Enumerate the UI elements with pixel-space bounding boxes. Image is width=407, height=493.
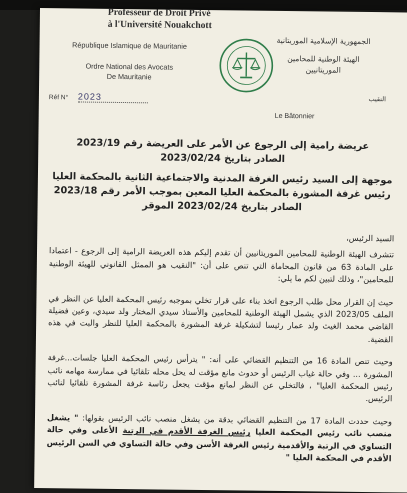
batonnier-label: Le Bâtonnier: [274, 112, 315, 121]
reference-label: Réf N°: [48, 94, 69, 102]
title-line-5: الصادر بتاريخ 2023/02/24 الموقر: [142, 200, 302, 214]
letterhead-french: [49, 40, 209, 83]
stamp-line-1: Professeur de Droit Privé: [107, 8, 211, 20]
country-name-ar: الجمهورية الإسلامية الموريتانية: [276, 35, 371, 47]
paragraph-3: وحيث تنص المادة 16 من التنظيم القضائي على أنه: " يترأس رئيس المحكمة العليا جلسات...غرفة المشورة ... وفي حالة غياب الرئيس أو حدوث مانع مؤقت له يحل محله تلقائيا في ممارسة مهامه نائب رئيس المحكمة العليا" ، فالتخلي عن النظر لمانع مؤقت يجعل رئاسة غرفة المشورة تلقائيا لنائب الرئيس.: [47, 352, 393, 404]
header-stamp: [108, 8, 258, 33]
title-line-2: الصادر بتاريخ 2023/02/24: [160, 152, 286, 166]
org-name-fr-line2: De Mauritanie: [106, 71, 152, 82]
org-name-fr-line1: Ordre National des Avocats: [85, 61, 174, 72]
paragraph-4-bold-a: " يشغل منصب نائب رئيس المحكمة العليا: [46, 411, 392, 439]
country-name-fr: République Islamique de Mauritanie: [72, 40, 187, 51]
paragraph-4-start: وحيث حددت المادة 17 من التنظيم القضائي بدقة من يشغل منصب نائب الرئيس بقولها:: [78, 412, 393, 427]
org-name-ar-line2: الموريتانيين: [305, 65, 341, 75]
title-line-3: موجهة إلى السيد رئيس الغرفة المدنية والاجتماعية الثانية بالمحكمة العليا: [52, 171, 393, 187]
paragraph-4-bold-b: الأعلى وفي حالة التساوي في الرتبة والأقدمية رئيس الغرفة الأسن وفي حالة التساوي في السن الرئيس الأقدم في المحكمة العليا ": [46, 424, 392, 464]
letterhead-arabic: [248, 35, 398, 77]
naqib-label: النقيب: [368, 95, 386, 104]
paragraph-2: حيث إن القرار محل طلب الرجوع اتخذ بناء على قرار تخلي بموجبه رئيس المحكمة العليا عن النظر في الملف 2023/05 الذي يشمل الهيئة الوطنية للمحامين والأستاذ سيدي المختار ولد سيدي، وعين فضيلة القاضي محمد الغيث ولد عمار رئيسا لتشكيلة غرفة المشورة بالمحكمة العليا للنظر والبت في هذه القضية.: [48, 292, 394, 345]
title-line-1: عريضة رامية إلى الرجوع عن الأمر على العريضة رقم 2023/19: [76, 137, 370, 153]
paragraph-1: تتشرف الهيئة الوطنية للمحامين الموريتانيين أن تقدم إليكم هذه العريضة الرامية إلى الرجوع - اعتمادا على المادة 63 من قانون المحاماة التي تنص على أن: "النقيب هو الممثل القانوني للهيئة الوطنية للمحامين"، وذلك لتبين لكم ما يلي:: [48, 245, 395, 285]
title-line-4: رئيس غرفة المشورة بالمحكمة العليا المعين بموجب الأمر رقم 2023/18: [53, 185, 391, 201]
paragraph-4: [46, 411, 392, 465]
reference-value: 2023: [78, 91, 148, 103]
salutation: السيد الرئيس،: [346, 232, 395, 244]
document-page: [34, 8, 407, 493]
reference-number: [49, 91, 148, 103]
org-name-ar-line1: الهيئة الوطنية للمحامين: [287, 54, 360, 64]
document-body: [46, 136, 395, 469]
paragraph-4-bold-underlined: رئيس الغرفة الأقدم في الرتبة: [122, 425, 251, 437]
stamp-line-2: à l'Université Nouakchott: [107, 19, 212, 32]
